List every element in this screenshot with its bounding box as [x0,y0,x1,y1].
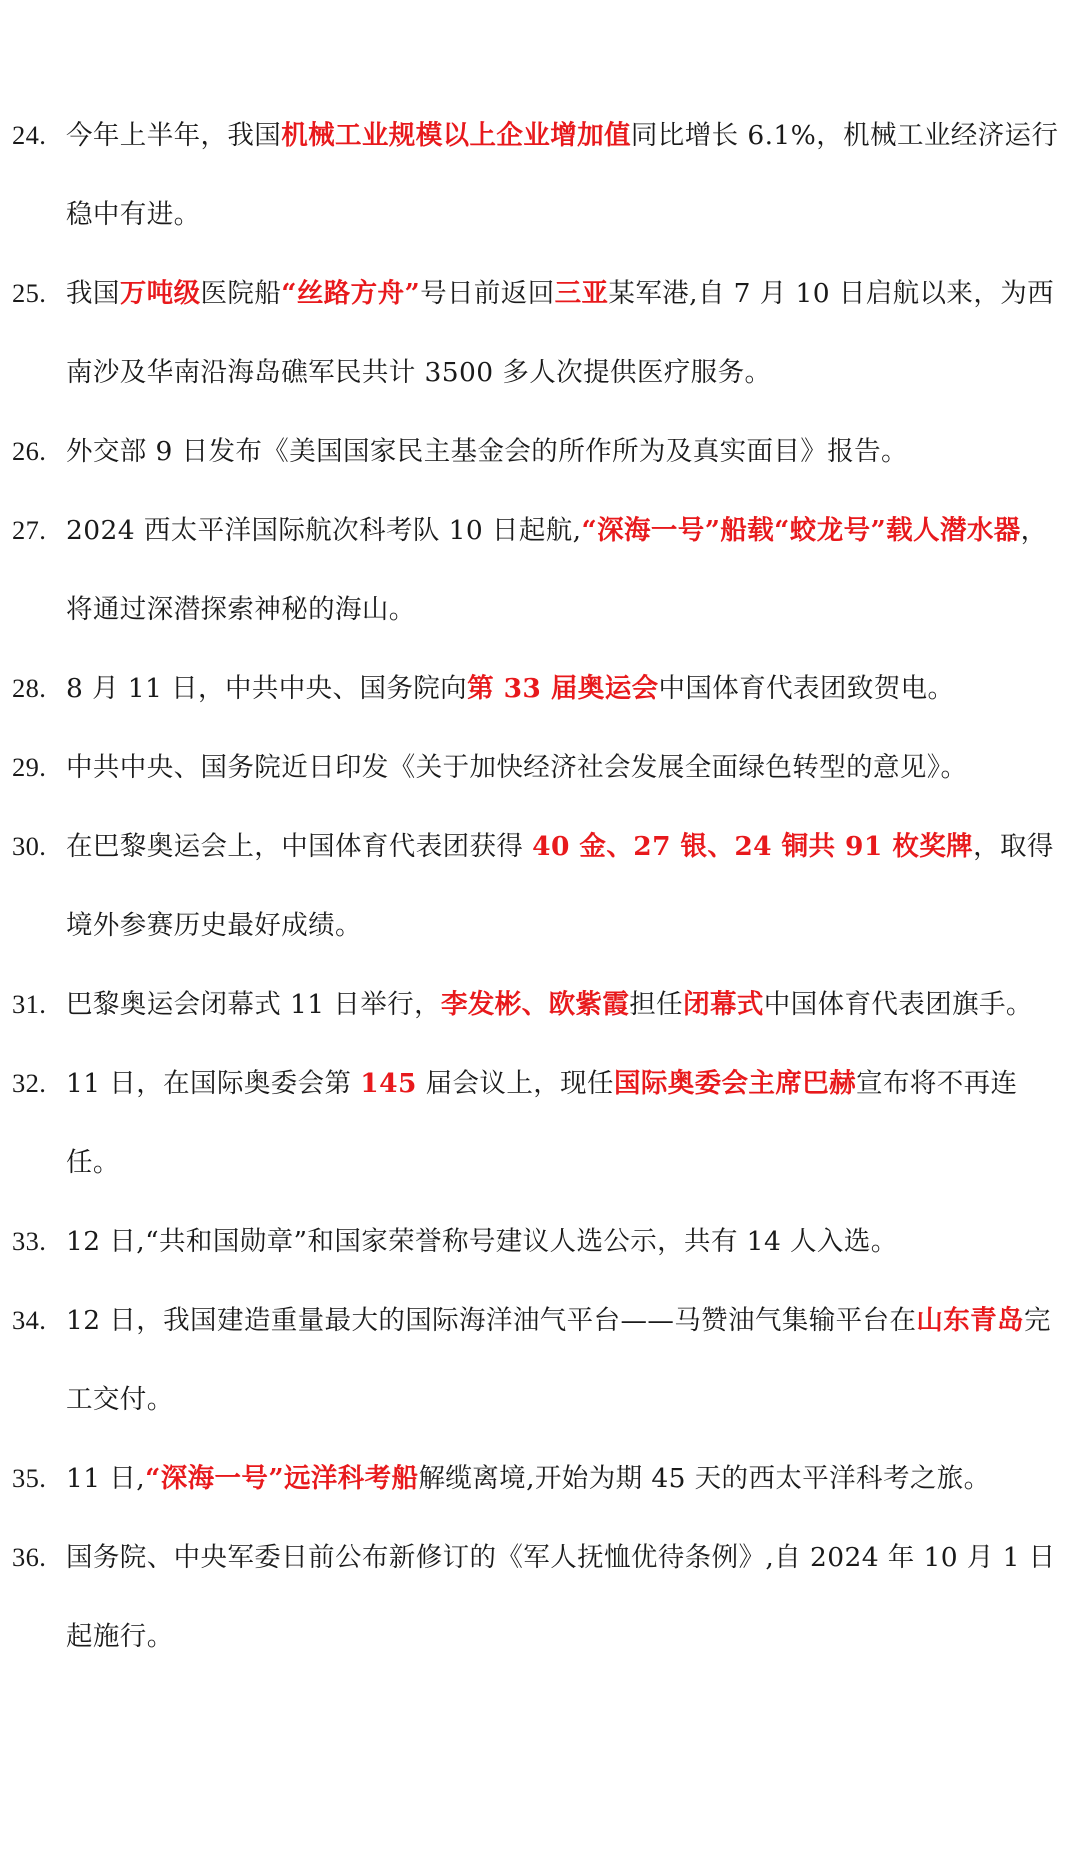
item-text: 宣布将不再连任。 [66,1068,1018,1178]
item-text: 担任 [629,989,684,1020]
item-text: 届会议上，现任 [416,1068,614,1099]
item-text: ，取得境外参赛历史最好成绩。 [66,831,1054,941]
highlight-text: 闭幕式 [683,989,764,1020]
item-number: 34. [12,1305,47,1335]
highlight-text: 国际奥委会主席巴赫 [613,1068,857,1099]
item-text: 8 月 11 日，中共中央、国务院向 [66,673,468,704]
highlight-text: 万吨级 [119,278,201,309]
item-text: 国务院、中央军委日前公布新修订的《军人抚恤优待条例》,自 2024 年 10 月 1 日起施行。 [66,1542,1056,1652]
item-text: 在巴黎奥运会上，中国体育代表团获得 [66,831,533,862]
list-item [0,1202,1080,1281]
item-number: 30. [12,831,47,861]
item-text: 巴黎奥运会闭幕式 11 日举行， [66,989,441,1020]
item-text: 中国体育代表团旗手。 [763,989,1033,1020]
item-number: 28. [12,673,47,703]
item-text: 11 日, [66,1463,146,1494]
list-item [0,1518,1080,1676]
list-item [0,96,1080,254]
item-text: 号日前返回 [420,278,555,309]
item-text: 某军港,自 7 月 10 日启航以来，为西南沙及华南沿海岛礁军民共计 3500 多人次提供医疗服务。 [66,278,1055,388]
highlight-text: 山东青岛 [916,1305,1024,1336]
item-number: 25. [12,278,47,308]
item-number: 26. [12,436,47,466]
item-number: 33. [12,1226,47,1256]
list-item [0,412,1080,491]
list-item [0,649,1080,728]
news-list [0,96,1080,1676]
item-text: 解缆离境,开始为期 45 天的西太平洋科考之旅。 [418,1463,991,1494]
item-number: 32. [12,1068,47,1098]
list-item [0,491,1080,649]
list-item [0,728,1080,807]
item-number: 24. [12,120,47,150]
item-text: 11 日，在国际奥委会第 [66,1068,361,1099]
item-text: 同比增长 6.1%，机械工业经济运行稳中有进。 [66,120,1059,230]
item-number: 35. [12,1463,47,1493]
highlight-text: 145 [360,1068,417,1099]
item-text: 今年上半年，我国 [66,120,282,151]
item-number: 27. [12,515,47,545]
highlight-text: “深海一号”船载“蛟龙号”载人潜水器 [581,515,1021,546]
list-item [0,1044,1080,1202]
highlight-text: 机械工业规模以上企业增加值 [281,120,631,151]
list-item [0,965,1080,1044]
item-text: 12 日,“共和国勋章”和国家荣誉称号建议人选公示，共有 14 人入选。 [66,1226,898,1257]
item-text: 12 日，我国建造重量最大的国际海洋油气平台——马赞油气集输平台在 [66,1305,917,1336]
highlight-text: 李发彬、欧紫霞 [440,989,630,1020]
list-item [0,1281,1080,1439]
list-item [0,1439,1080,1518]
item-text: 2024 西太平洋国际航次科考队 10 日起航, [66,515,582,546]
item-text: 中共中央、国务院近日印发《关于加快经济社会发展全面绿色转型的意见》。 [66,752,968,783]
item-text: 外交部 9 日发布《美国国家民主基金会的所作所为及真实面目》报告。 [66,436,908,467]
item-number: 36. [12,1542,47,1572]
item-number: 31. [12,989,47,1019]
highlight-text: “丝路方舟” [281,278,421,309]
item-text: 完工交付。 [66,1305,1051,1415]
highlight-text: 40 金、27 银、24 铜共 91 枚奖牌 [532,831,974,862]
highlight-text: “深海一号”远洋科考船 [145,1463,419,1494]
item-text: 我国 [66,278,120,309]
list-item [0,254,1080,412]
item-number: 29. [12,752,47,782]
item-text: 中国体育代表团致贺电。 [658,673,955,704]
highlight-text: 三亚 [554,278,609,309]
item-text: 医院船 [200,278,282,309]
list-item [0,807,1080,965]
highlight-text: 第 33 届奥运会 [467,673,659,704]
item-text: ，将通过深潜探索神秘的海山。 [66,515,1048,625]
